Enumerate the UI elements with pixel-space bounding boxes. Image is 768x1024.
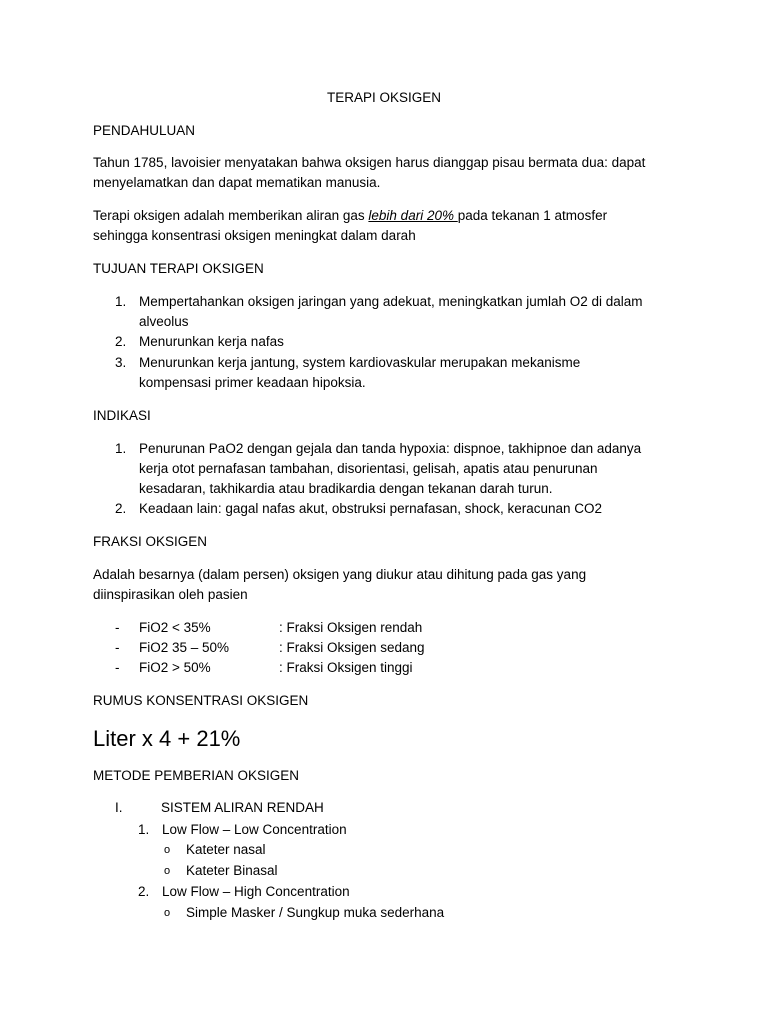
bullet-item xyxy=(164,840,694,860)
document-title: TERAPI OKSIGEN xyxy=(326,90,442,105)
section-number: I. xyxy=(115,800,123,815)
paragraph-definition-line1 xyxy=(93,206,693,226)
bullet-icon: o xyxy=(164,844,171,856)
heading-metode: METODE PEMBERIAN OKSIGEN xyxy=(93,768,300,783)
heading-fraksi: FRAKSI OKSIGEN xyxy=(93,534,208,549)
list-text-line: Menurunkan kerja jantung, system kardiovaskular merupakan mekanisme xyxy=(139,355,581,370)
fraksi-label: FiO2 35 – 50% xyxy=(139,640,230,655)
definition-text-a: Terapi oksigen adalah memberikan aliran gas xyxy=(93,208,369,223)
section-label: SISTEM ALIRAN RENDAH xyxy=(161,800,324,815)
fraksi-description-line2: diinspirasikan oleh pasien xyxy=(93,587,248,602)
row-dash: - xyxy=(115,660,120,675)
bullet-icon: o xyxy=(164,865,171,877)
fraksi-label: FiO2 < 35% xyxy=(139,620,211,635)
list-text-line: Keadaan lain: gagal nafas akut, obstruksi pernafasan, shock, keracunan CO2 xyxy=(139,501,603,516)
bullet-item xyxy=(164,903,694,923)
fraksi-row xyxy=(115,638,695,658)
list-text-line: Penurunan PaO2 dengan gejala dan tanda hypoxia: dispnoe, takhipnoe dan adanya xyxy=(139,441,642,456)
fraksi-value: : Fraksi Oksigen rendah xyxy=(279,620,423,635)
fraksi-row xyxy=(115,618,695,638)
fraksi-description-line1: Adalah besarnya (dalam persen) oksigen yang diukur atau dihitung pada gas yang xyxy=(93,567,587,582)
sub-label: Low Flow – High Concentration xyxy=(162,884,350,899)
definition-emphasis: lebih dari 20% xyxy=(368,208,458,223)
row-dash: - xyxy=(115,640,120,655)
list-text-line: Menurunkan kerja nafas xyxy=(139,334,284,349)
fraksi-label: FiO2 > 50% xyxy=(139,660,211,675)
list-number: 1. xyxy=(115,441,127,456)
sub-label: Low Flow – Low Concentration xyxy=(162,822,347,837)
list-text-line: Mempertahankan oksigen jaringan yang adekuat, meningkatkan jumlah O2 di dalam xyxy=(139,294,643,309)
fraksi-value: : Fraksi Oksigen tinggi xyxy=(279,660,413,675)
heading-indikasi: INDIKASI xyxy=(93,408,151,423)
paragraph-definition-line2: sehingga konsentrasi oksigen meningkat dalam darah xyxy=(93,228,416,243)
bullet-item xyxy=(164,861,694,881)
bullet-text: Kateter nasal xyxy=(186,842,266,857)
fraksi-row xyxy=(115,658,695,678)
heading-pendahuluan: PENDAHULUAN xyxy=(93,123,196,138)
list-number: 1. xyxy=(115,294,127,309)
list-item xyxy=(115,499,695,519)
list-item xyxy=(115,332,695,352)
bullet-text: Simple Masker / Sungkup muka sederhana xyxy=(186,905,445,920)
sub-item xyxy=(138,820,698,840)
bullet-icon: o xyxy=(164,907,171,919)
list-text-line: kompensasi primer keadaan hipoksia. xyxy=(139,375,366,390)
list-text-line: kerja otot pernafasan tambahan, disorientasi, gelisah, apatis atau penurunan xyxy=(139,461,598,476)
heading-tujuan: TUJUAN TERAPI OKSIGEN xyxy=(93,261,264,276)
list-item xyxy=(115,353,695,393)
list-number: 3. xyxy=(115,355,127,370)
sub-number: 1. xyxy=(138,822,150,837)
list-text-line: alveolus xyxy=(139,314,189,329)
sub-item xyxy=(138,882,698,902)
section-row xyxy=(115,798,695,818)
list-text-line: kesadaran, takhikardia atau bradikardia dengan tekanan darah turun. xyxy=(139,481,553,496)
fraksi-value: : Fraksi Oksigen sedang xyxy=(279,640,425,655)
heading-rumus: RUMUS KONSENTRASI OKSIGEN xyxy=(93,693,309,708)
paragraph-history-line1: Tahun 1785, lavoisier menyatakan bahwa oksigen harus dianggap pisau bermata dua: dapat xyxy=(93,155,646,170)
definition-text-b: pada tekanan 1 atmosfer xyxy=(457,208,608,223)
row-dash: - xyxy=(115,620,120,635)
list-number: 2. xyxy=(115,334,127,349)
sub-number: 2. xyxy=(138,884,150,899)
formula: Liter x 4 + 21% xyxy=(93,726,241,751)
paragraph-history-line2: menyelamatkan dan dapat mematikan manusia. xyxy=(93,175,381,190)
bullet-text: Kateter Binasal xyxy=(186,863,278,878)
list-item xyxy=(115,292,695,332)
list-number: 2. xyxy=(115,501,127,516)
list-item xyxy=(115,439,695,499)
